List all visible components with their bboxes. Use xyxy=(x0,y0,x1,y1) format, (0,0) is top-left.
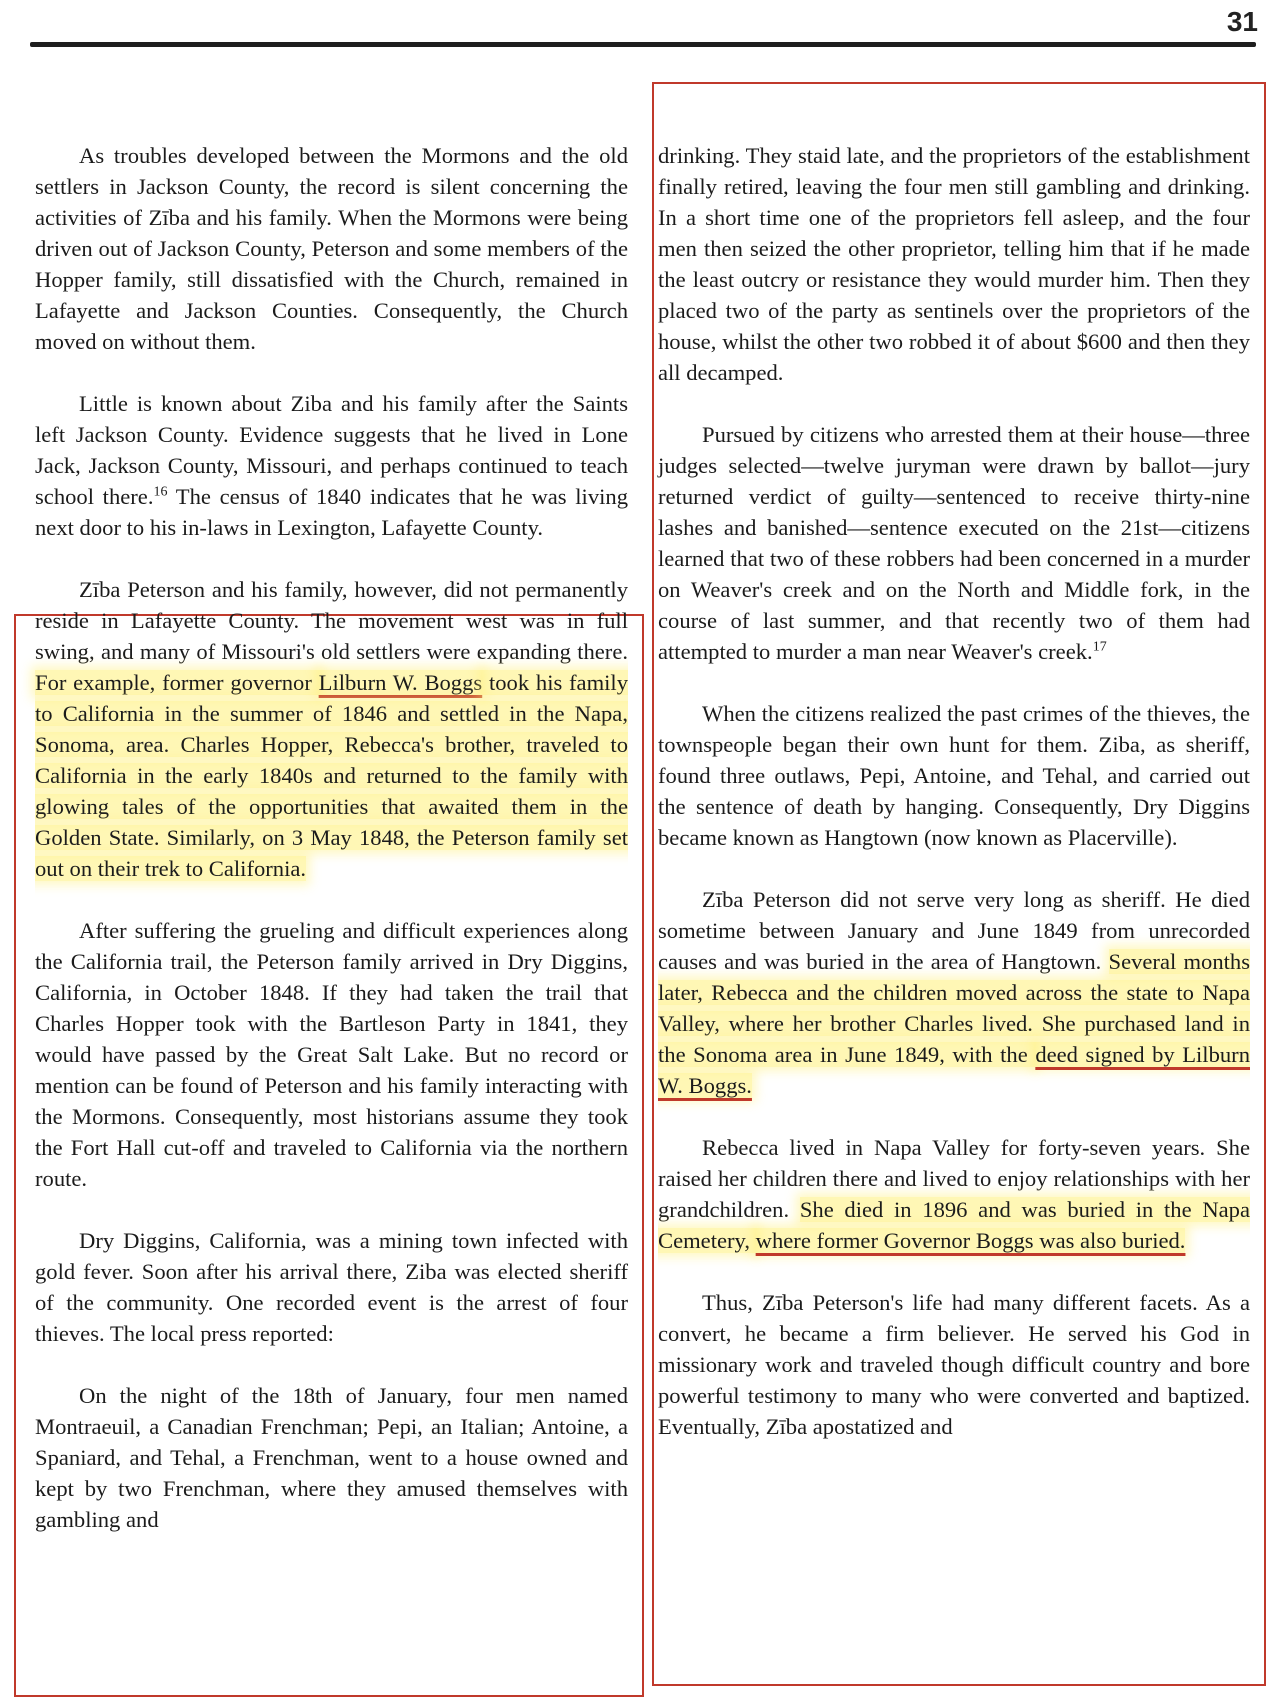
quote-pursued: Pursued by citizens who arrested them at their house—three judges selected—twelve juryman were drawn by ballot—jury returned verdict of guilty—sentenced to receive thirty-nine lashes and banished—sentence executed on the 21st—citizens learned that two of these robbers had been concerned in a murder on Weaver's creek and on the North and Middle fork, in the course of last summer, and that recently two of them had attempted to murder a man near Weaver's creek.$^{17}$ xyxy=(658,422,1250,664)
header-rule xyxy=(30,42,1256,47)
quote-press-report: On the night of the 18th of January, four men named Montraeuil, a Canadian Frenchman; Pepi, an Italian; Antoine, a Spaniard, and Tehal, a Frenchman, went to a house owned and kept by two Frenchman, where they amused themselves with gambling and xyxy=(35,1383,628,1532)
underline-lilburn-boggs: Lilburn W. Boggs xyxy=(318,670,483,695)
highlight-boggs-text: For example, former governor xyxy=(35,670,319,695)
footnote-ref-16: 16 xyxy=(153,484,168,500)
page-number: 31 xyxy=(1226,6,1258,37)
paragraph-california-trail: After suffering the grueling and difficult experiences along the California trail, the Peterson family arrived in Dry Diggins, California, in October 1848. If they had taken the trail that Charles Hopper took with the Bartleson Party in 1841, they would have passed by the Great Salt Lake. But no record or mention can be found of Peterson and his family interacting with the Mormons. Consequently, most historians assume they took the Fort Hall cut-off and traveled to California via the northern route. xyxy=(35,918,628,1191)
underline-governor-boggs: where former Governor Boggs was also buried. xyxy=(755,1228,1186,1253)
paragraph-troubles: As troubles developed between the Mormons and the old settlers in Jackson County, the record is silent concerning the activities of Zība and his family. When the Mormons were being driven out of Jackson County, Peterson and some members of the Hopper family, still dissatisfied with the Church, remained in Lafayette and Jackson Counties. Consequently, the Church moved on without them. xyxy=(35,143,628,354)
paragraph-little-known: Little is known about Ziba and his family after the Saints left Jackson County. Evidence suggests that he lived in Lone Jack, Jackson County, Missouri, and perhaps continued to teach school there.$^{16}$ The census of 1840 indicates that he was living next door to his in-laws in Lexington, Lafayette County. xyxy=(35,391,628,540)
right-column xyxy=(658,140,1250,1442)
paragraph-hangtown: When the citizens realized the past crimes of the thieves, the townspeople began their own hunt for them. Ziba, as sheriff, found three outlaws, Pepi, Antoine, and Tehal, and carried out the sentence of death by hanging. Consequently, Dry Diggins became known as Hangtown (now known as Placerville). xyxy=(658,701,1250,850)
highlight-napa-valley: Several months later, Rebecca and the children moved across the state to Napa Valley, where her brother Charles lived. She purchased land in the Sonoma area in June 1849, with the xyxy=(658,949,1250,1067)
quote-continued: drinking. They staid late, and the proprietors of the establishment finally retired, leaving the four men still gambling and drinking. In a short time one of the proprietors fell asleep, and the four men then seized the other proprietor, telling him that if he made the least outcry or resistance they would murder him. Then they placed two of the party as sentinels over the proprietors of the house, whilst the other two robbed it of about $600 and then they all decamped. xyxy=(658,143,1250,385)
highlight-california-trek: took his family to California in the summer of 1846 and settled in the Napa, Sonoma, area. Charles Hopper, Rebecca's brother, traveled to California in the early 1840s and returned to the family with glowing tales of the opportunities that awaited them in the Golden State. Similarly, on 3 May 1848, the Peterson family set out on their trek to California. xyxy=(35,670,628,881)
left-column xyxy=(35,140,628,1535)
paragraph-dry-diggins: Dry Diggins, California, was a mining town infected with gold fever. Soon after his arrival there, Ziba was elected sheriff of the community. One recorded event is the arrest of four thieves. The local press reported: xyxy=(35,1228,628,1346)
highlight-napa-cemetery: She died in 1896 and was buried in the Napa Cemetery, xyxy=(658,1197,1251,1253)
paragraph-facets: Thus, Zība Peterson's life had many different facets. As a convert, he became a firm believer. He served his God in missionary work and traveled though difficult country and bore powerful testimony to many who were converted and baptized. Eventually, Zība apostatized and xyxy=(658,1290,1250,1439)
underline-deed-boggs: deed signed by Lilburn W. Boggs. xyxy=(658,1042,1250,1098)
paragraph-sheriff-death: Zība Peterson did not serve very long as sheriff. He died sometime between January and June 1849 from unrecorded causes and was buried in the area of Hangtown. Several months later, Rebecca and the children moved across the state to Napa Valley, where her brother Charles lived. She purchased land in the Sonoma area in June 1849, with the deed signed by Lilburn W. Boggs. xyxy=(658,887,1250,1098)
footnote-ref-17: 17 xyxy=(1092,639,1107,655)
paragraph-rebecca: Rebecca lived in Napa Valley for forty-seven years. She raised her children there and lived to enjoy relationships with her grandchildren. She died in 1896 and was buried in the Napa Cemetery, where former Governor Boggs was also buried. xyxy=(658,1135,1251,1253)
paragraph-did-not-reside: Zība Peterson and his family, however, did not permanently reside in Lafayette County. The movement west was in full swing, and many of Missouri's old settlers were expanding there. For example, former governor Lilburn W. Boggs took his family to California in the summer of 1846 and settled in the Napa, Sonoma, area. Charles Hopper, Rebecca's brother, traveled to California in the early 1840s and returned to the family with glowing tales of the opportunities that awaited them in the Golden State. Similarly, on 3 May 1848, the Peterson family set out on their trek to California. xyxy=(35,577,628,881)
